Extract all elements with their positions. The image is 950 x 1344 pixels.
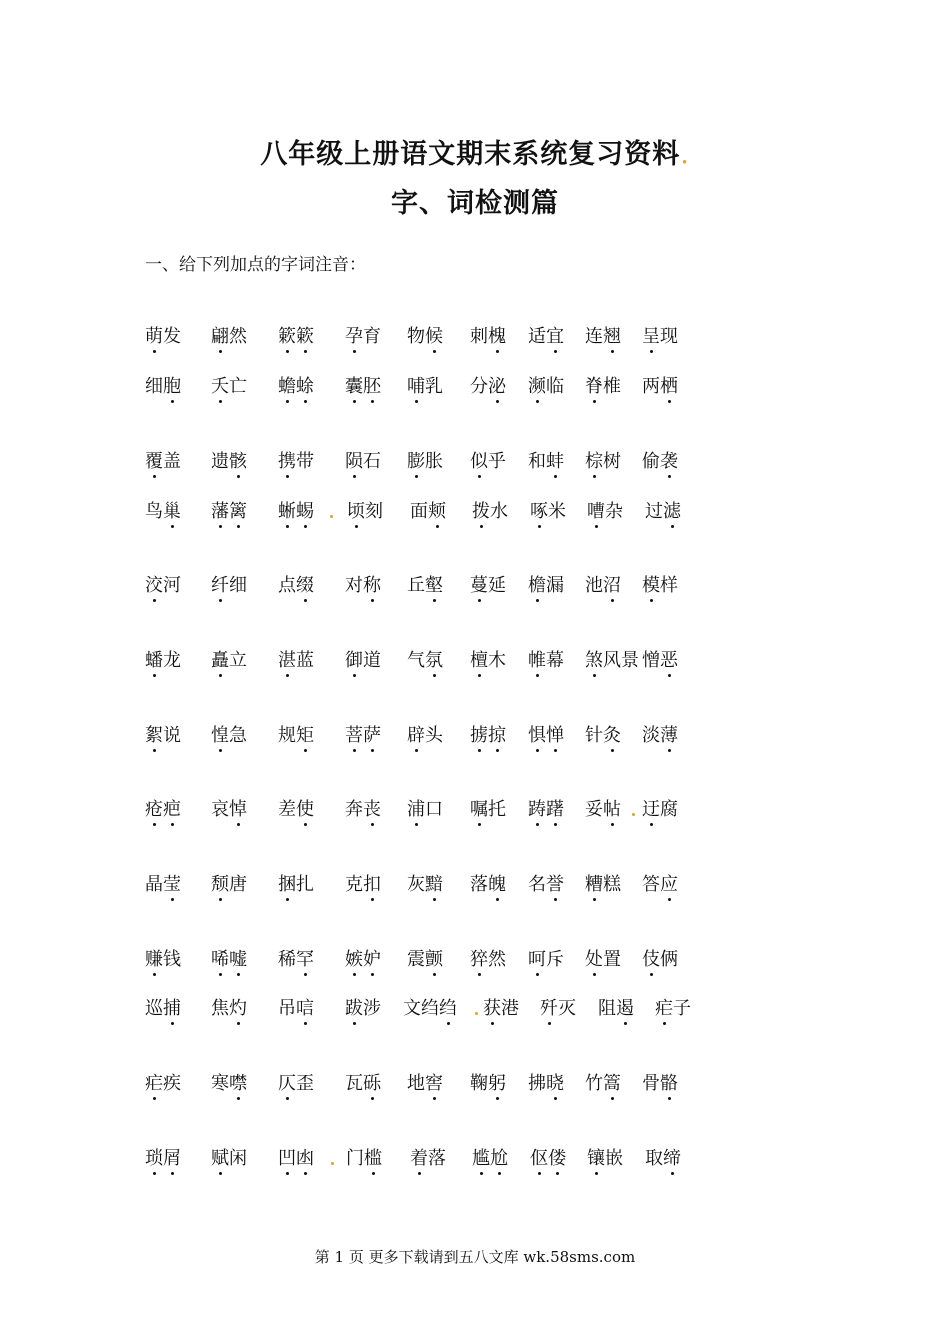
vocab-word: 鞠躬 [470,1069,506,1095]
vocab-word: 歼灭 [540,994,576,1020]
vocab-word: 仄歪 [278,1069,314,1095]
word-row [0,497,950,527]
vocab-word: 惶急 [211,721,247,747]
vocab-word: 疟疾 [145,1069,181,1095]
vocab-word: 尴尬 [472,1144,508,1170]
vocab-word: 文绉绉 [403,994,457,1020]
vocab-word: 蟾蜍 [278,372,314,398]
vocab-word: 藩篱 [211,497,247,523]
vocab-word: 洨河 [145,571,181,597]
vocab-word: 刺槐 [470,322,506,348]
vocab-word: 迂腐 [642,795,678,821]
word-row [0,1144,950,1174]
vocab-word: 地窖 [407,1069,443,1095]
word-row [0,1069,950,1099]
vocab-word: 适宜 [528,322,564,348]
word-row [0,795,950,825]
vocab-word: 稀罕 [278,945,314,971]
vocab-word: 物候 [407,322,443,348]
word-row [0,447,950,477]
vocab-word: 憎恶 [642,646,678,672]
vocab-word: 模样 [642,571,678,597]
vocab-word: 焦灼 [211,994,247,1020]
vocab-word: 伛偻 [530,1144,566,1170]
vocab-word: 凹凼 [278,1144,314,1170]
vocab-word: 萌发 [145,322,181,348]
page-footer: 第 1 页 更多下载请到五八文库 wk.58sms.com [314,1248,636,1266]
vocab-word: 细胞 [145,372,181,398]
vocab-word: 嘈杂 [587,497,623,523]
vocab-word: 气氛 [407,646,443,672]
vocab-word: 赋闲 [211,1144,247,1170]
vocab-word: 跋涉 [345,994,381,1020]
vocab-word: 获港 [483,994,519,1020]
vocab-word: 分泌 [470,372,506,398]
vocab-word: 濒临 [528,372,564,398]
vocab-word: 疮疤 [145,795,181,821]
document-title [0,132,950,171]
vocab-word: 猝然 [470,945,506,971]
vocab-word: 吊唁 [278,994,314,1020]
vocab-word: 遗骸 [211,447,247,473]
word-row [0,372,950,402]
vocab-word: 拂晓 [528,1069,564,1095]
vocab-word: 携带 [278,447,314,473]
vocab-word: 面颊 [410,497,446,523]
stray-mark [475,1012,478,1015]
vocab-word: 浦口 [407,795,443,821]
vocab-word: 煞风景 [585,646,639,672]
vocab-word: 嘱托 [470,795,506,821]
vocab-word: 池沼 [585,571,621,597]
stray-mark [632,813,635,816]
vocab-word: 簌簌 [278,322,314,348]
vocab-word: 覆盖 [145,447,181,473]
vocab-word: 鸟巢 [145,497,181,523]
vocab-word: 夭亡 [211,372,247,398]
vocab-word: 似乎 [470,447,506,473]
vocab-word: 对称 [345,571,381,597]
vocab-word: 着落 [410,1144,446,1170]
vocab-word: 伎俩 [642,945,678,971]
vocab-word: 丘壑 [407,571,443,597]
vocab-word: 灰黯 [407,870,443,896]
vocab-word: 震颤 [407,945,443,971]
vocab-word: 檐漏 [528,571,564,597]
vocab-word: 蔓延 [470,571,506,597]
vocab-word: 掳掠 [470,721,506,747]
vocab-word: 辟头 [407,721,443,747]
vocab-word: 瓦砾 [345,1069,381,1095]
word-row [0,721,950,751]
stray-mark [331,1162,334,1165]
vocab-word: 菩萨 [345,721,381,747]
vocab-word: 巡捕 [145,994,181,1020]
vocab-word: 惧惮 [528,721,564,747]
vocab-word: 蟠龙 [145,646,181,672]
vocab-word: 棕树 [585,447,621,473]
vocab-word: 哀悼 [211,795,247,821]
vocab-word: 阻遏 [598,994,634,1020]
vocab-word: 疟子 [655,994,691,1020]
vocab-word: 过滤 [645,497,681,523]
vocab-word: 拨水 [472,497,508,523]
vocab-word: 絮说 [145,721,181,747]
word-row [0,870,950,900]
vocab-word: 蜥蜴 [278,497,314,523]
word-row [0,646,950,676]
vocab-word: 骨骼 [642,1069,678,1095]
vocab-word: 陨石 [345,447,381,473]
vocab-word: 和蚌 [528,447,564,473]
vocab-word: 赚钱 [145,945,181,971]
vocab-word: 连翘 [585,322,621,348]
vocab-word: 唏嘘 [211,945,247,971]
vocab-word: 两栖 [642,372,678,398]
vocab-word: 捆扎 [278,870,314,896]
document-subtitle: 字、词检测篇 [391,188,559,219]
vocab-word: 御道 [345,646,381,672]
vocab-word: 纤细 [211,571,247,597]
vocab-word: 偷袭 [642,447,678,473]
vocab-word: 奔丧 [345,795,381,821]
vocab-word: 答应 [642,870,678,896]
word-row [0,994,950,1024]
vocab-word: 门槛 [346,1144,382,1170]
vocab-word: 晶莹 [145,870,181,896]
vocab-word: 膨胀 [407,447,443,473]
vocab-word: 落魄 [470,870,506,896]
word-row [0,571,950,601]
stray-mark [330,515,333,518]
vocab-word: 妥帖 [585,795,621,821]
vocab-word: 镶嵌 [587,1144,623,1170]
vocab-word: 差使 [278,795,314,821]
vocab-word: 囊胚 [345,372,381,398]
vocab-word: 点缀 [278,571,314,597]
vocab-word: 脊椎 [585,372,621,398]
vocab-word: 顷刻 [347,497,383,523]
vocab-word: 规矩 [278,721,314,747]
vocab-word: 踌躇 [528,795,564,821]
vocab-word: 竹篙 [585,1069,621,1095]
vocab-word: 琐屑 [145,1144,181,1170]
title-stray-mark: . [680,139,690,170]
vocab-word: 嫉妒 [345,945,381,971]
vocab-word: 克扣 [345,870,381,896]
vocab-word: 呵斥 [528,945,564,971]
vocab-word: 湛蓝 [278,646,314,672]
vocab-word: 颓唐 [211,870,247,896]
vocab-word: 檀木 [470,646,506,672]
vocab-word: 寒噤 [211,1069,247,1095]
vocab-word: 孕育 [345,322,381,348]
title-text: 八年级上册语文期末系统复习资料 [260,139,681,170]
vocab-word: 哺乳 [407,372,443,398]
vocab-word: 处置 [585,945,621,971]
word-row [0,945,950,975]
vocab-word: 帷幕 [528,646,564,672]
vocab-word: 淡薄 [642,721,678,747]
vocab-word: 翩然 [211,322,247,348]
exercise-instruction: 一、给下列加点的字词注音： [145,255,366,275]
vocab-word: 针灸 [585,721,621,747]
vocab-word: 名誉 [528,870,564,896]
word-row [0,322,950,352]
vocab-word: 呈现 [642,322,678,348]
vocab-word: 取缔 [645,1144,681,1170]
vocab-word: 矗立 [211,646,247,672]
vocab-word: 糟糕 [585,870,621,896]
vocab-word: 啄米 [530,497,566,523]
